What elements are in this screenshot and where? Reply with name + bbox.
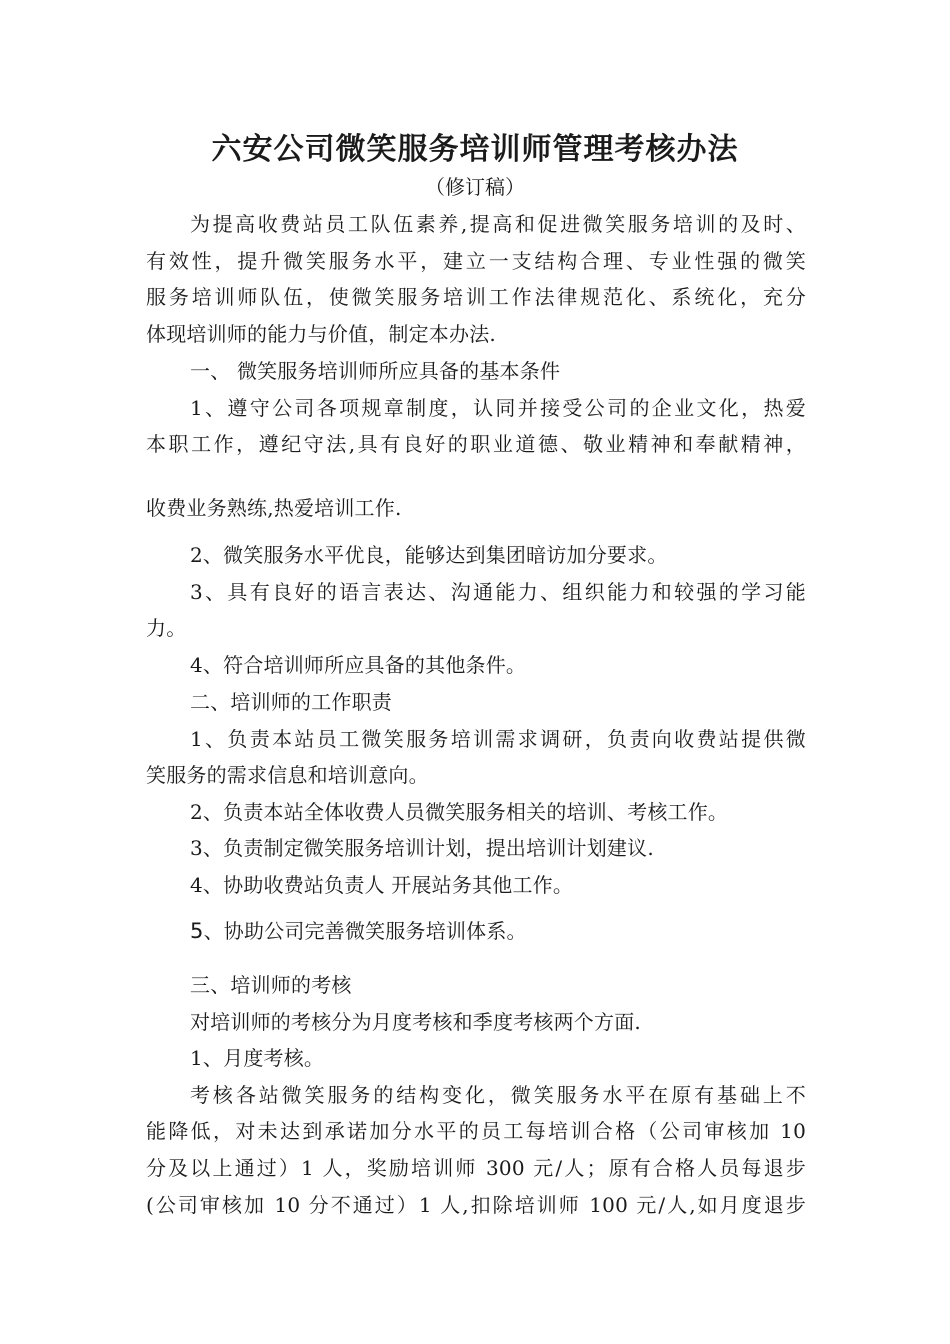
section-1-continued	[146, 490, 806, 527]
item-text: 、协助公司完善微笑服务培训体系。	[203, 919, 527, 943]
section-heading: 三、培训师的考核	[190, 973, 352, 997]
intro-line: 为提高收费站员工队伍素养,提高和促进微笑服务培训的及时、	[190, 212, 806, 236]
body-line: (公司审核加 10 分不通过）1 人,扣除培训师 100 元/人,如月度退步	[146, 1192, 806, 1217]
list-item	[146, 913, 806, 950]
intro-line: 服务培训师队伍，使微笑服务培训工作法律规范化、系统化，充分	[146, 285, 806, 310]
section-1	[146, 353, 806, 463]
item-number: 5	[190, 919, 204, 943]
body-line: 考核各站微笑服务的结构变化，微笑服务水平在原有基础上不	[190, 1082, 806, 1107]
list-item: 力。	[146, 616, 187, 641]
list-item: 4、协助收费站负责人 开展站务其他工作。	[190, 872, 574, 897]
list-item: 2、负责本站全体收费人员微笑服务相关的培训、考核工作。	[190, 799, 729, 824]
section-3	[146, 967, 806, 1223]
list-item: 3、具有良好的语言表达、沟通能力、组织能力和较强的学习能	[190, 579, 806, 604]
section-1-items	[146, 537, 806, 683]
body-line: 分及以上通过）1 人，奖励培训师 300 元/人；原有合格人员每退步	[146, 1155, 806, 1180]
section-intro: 对培训师的考核分为月度考核和季度考核两个方面.	[190, 1009, 641, 1034]
list-item: 收费业务熟练,热爱培训工作.	[146, 496, 402, 520]
subsection-heading: 1、月度考核。	[190, 1046, 325, 1071]
list-item: 4、符合培训师所应具备的其他条件。	[190, 652, 527, 677]
list-item: 1、遵守公司各项规章制度，认同并接受公司的企业文化，热爱	[190, 395, 806, 420]
list-item: 本职工作，遵纪守法,具有良好的职业道德、敬业精神和奉献精神，	[146, 432, 806, 457]
list-item: 笑服务的需求信息和培训意向。	[146, 763, 429, 788]
intro-line: 体现培训师的能力与价值，制定本办法.	[146, 321, 496, 346]
intro-paragraph	[146, 206, 806, 352]
section-heading: 一、 微笑服务培训师所应具备的基本条件	[190, 359, 561, 383]
section-2-item-5	[146, 913, 806, 950]
section-heading: 二、培训师的工作职责	[190, 690, 392, 714]
document-title: 六安公司微笑服务培训师管理考核办法	[211, 132, 739, 167]
body-line: 能降低，对未达到承诺加分水平的员工每培训合格（公司审核加 10	[146, 1119, 806, 1144]
intro-line: 有效性，提升微笑服务水平，建立一支结构合理、专业性强的微笑	[146, 248, 806, 273]
section-2	[146, 684, 806, 904]
document-subtitle: （修订稿）	[425, 175, 525, 199]
list-item: 2、微笑服务水平优良，能够达到集团暗访加分要求。	[190, 543, 668, 567]
list-item: 3、负责制定微笑服务培训计划，提出培训计划建议.	[190, 836, 654, 861]
list-item: 1、负责本站员工微笑服务培训需求调研，负责向收费站提供微	[190, 726, 806, 751]
